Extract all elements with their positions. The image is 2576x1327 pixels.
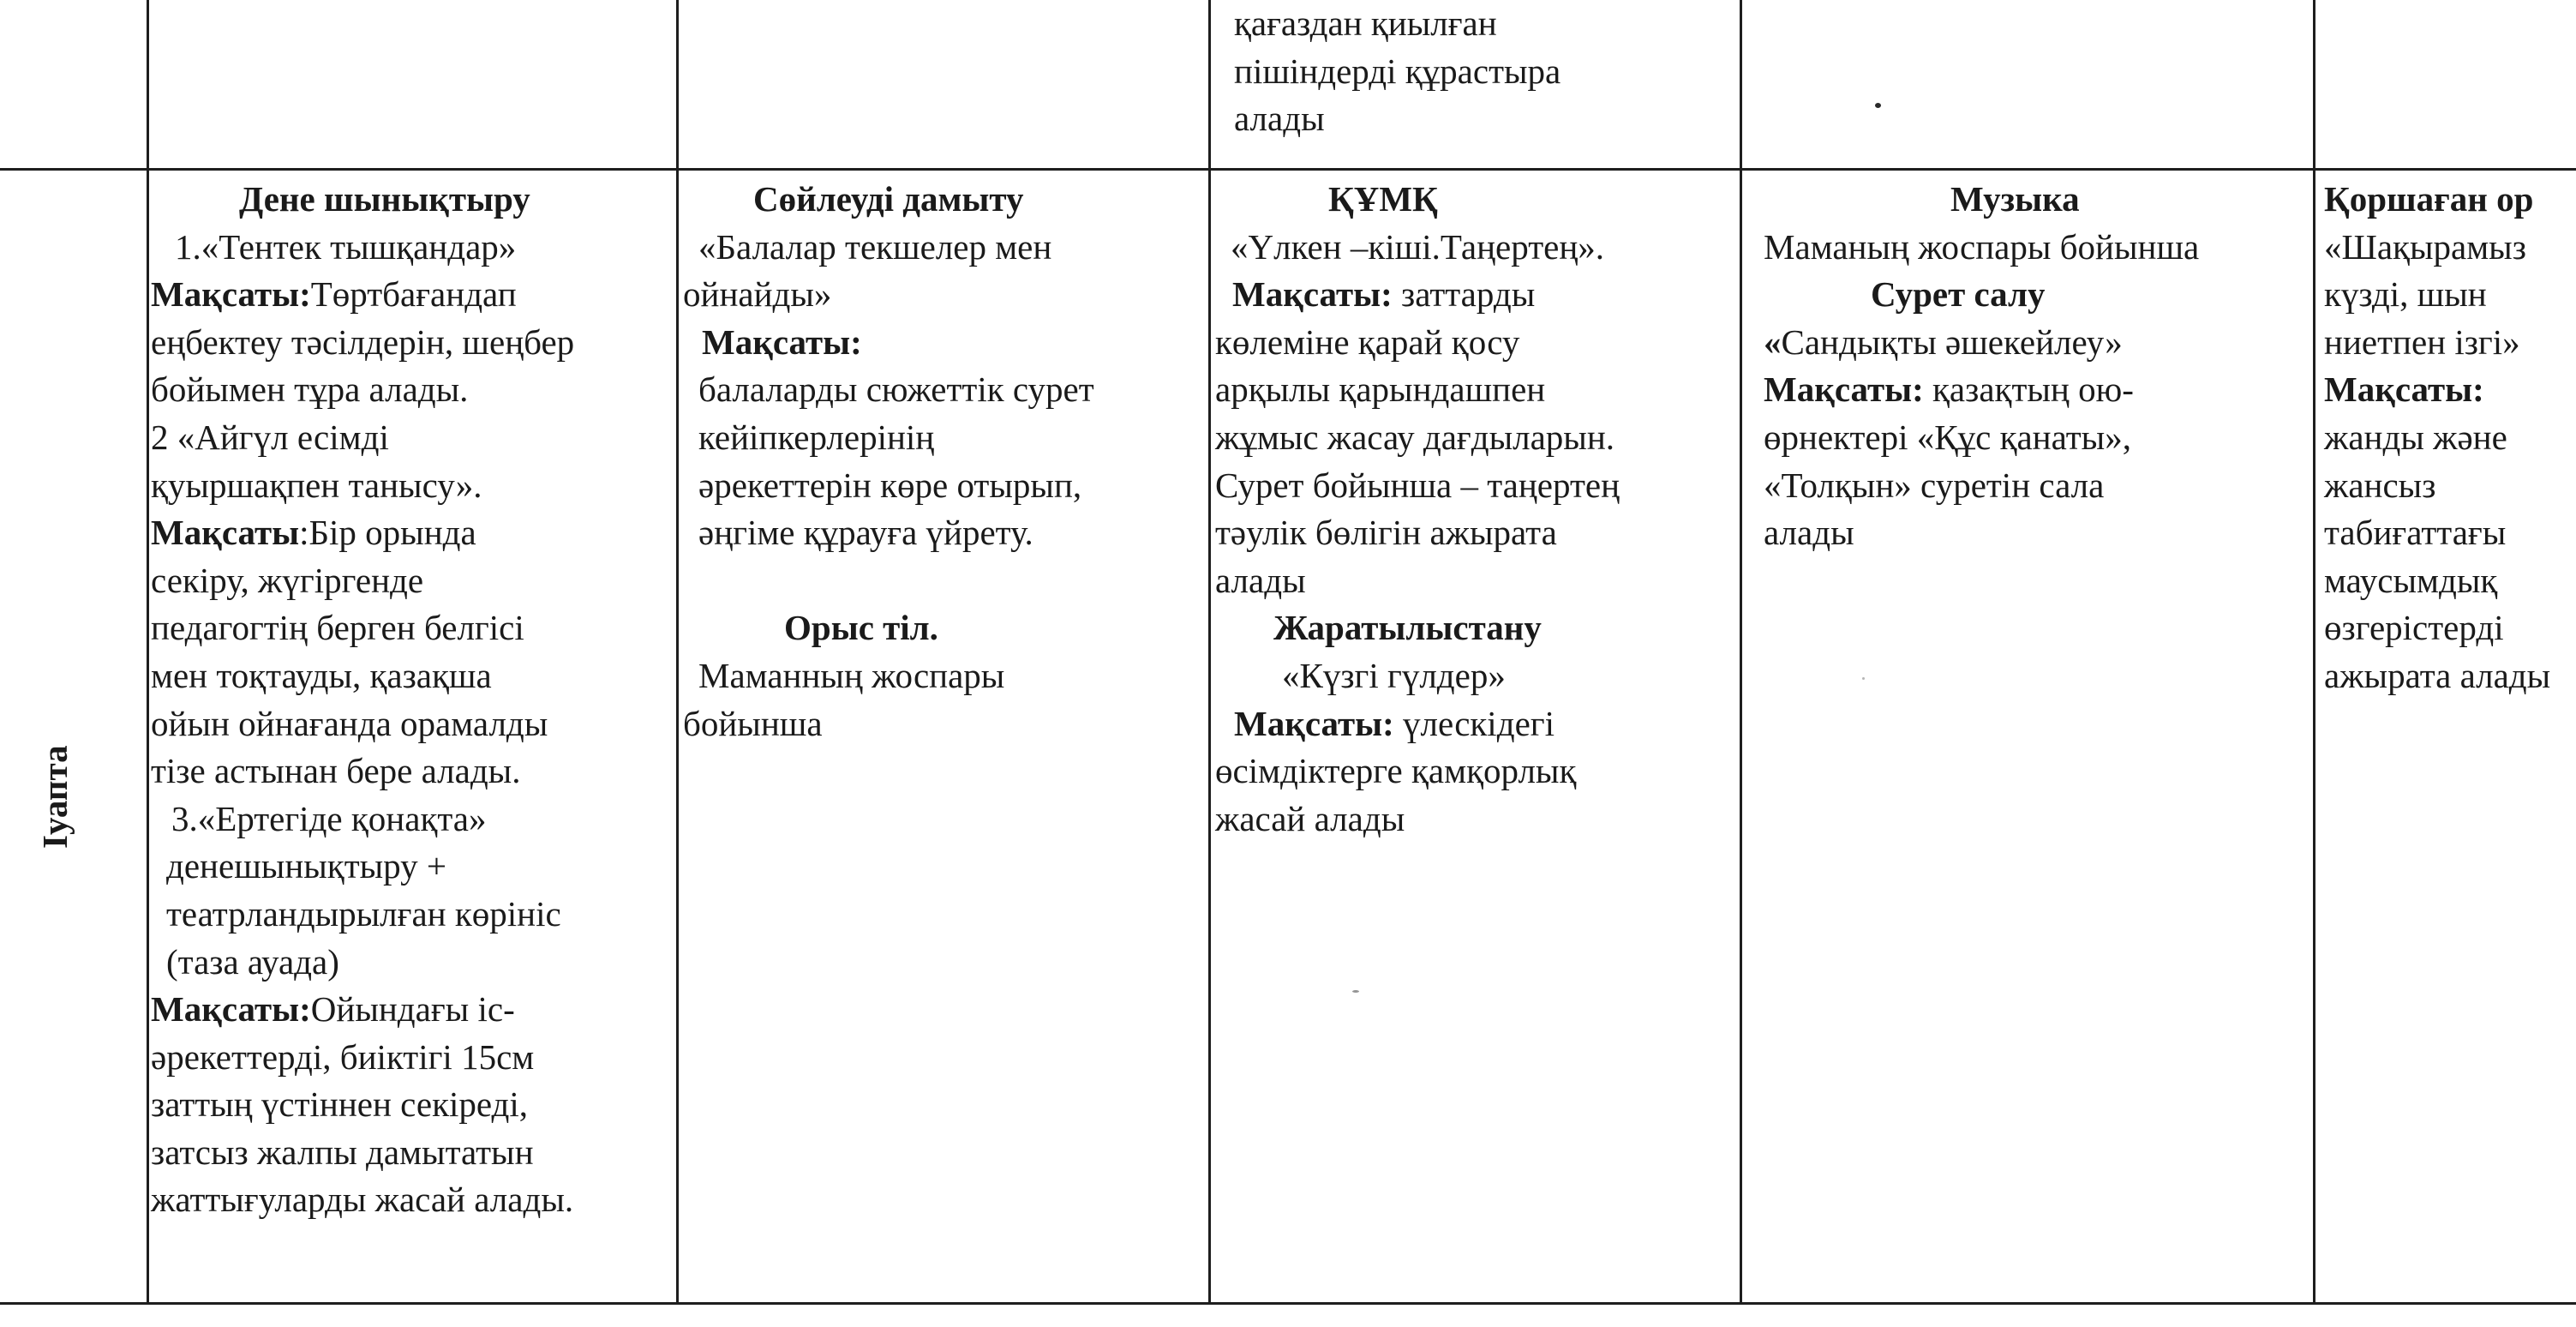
cell-line: «Шақырамыз: [2324, 226, 2526, 267]
cell-title: Орыс тіл.: [784, 608, 938, 648]
cell-line: жасай алады: [1215, 798, 1405, 838]
cell-line: заттың үстіннен секіреді,: [151, 1084, 529, 1125]
cell-line: қуыршақпен танысу».: [151, 465, 482, 505]
cell-title: Сөйлеуді дамыту: [753, 179, 1024, 219]
goal-label: Мақсаты:: [151, 989, 311, 1030]
cell-title: Қоршаған ор: [2324, 179, 2534, 219]
cell-line: күзді, шын: [2324, 274, 2487, 315]
goal-text: :Бір орында: [299, 513, 476, 553]
cell-line: «Үлкен –кіші.Таңертең».: [1231, 226, 1605, 267]
cell-line: «Балалар текшелер мен: [698, 226, 1052, 267]
scan-speck: [1352, 990, 1359, 993]
cell-speech-development: [683, 176, 1094, 748]
scan-speck: [1862, 677, 1865, 680]
cell-spacer: [683, 557, 1094, 605]
cell-line: [151, 509, 574, 557]
cell-line: [151, 271, 574, 319]
cell-title: Жаратылыстану: [1273, 608, 1542, 648]
cell-music: [1764, 176, 2199, 557]
cell-line: затсыз жалпы дамытатын: [151, 1132, 534, 1172]
cell-line: әрекеттерін көре отырып,: [698, 465, 1082, 505]
cell-line: [1764, 319, 2199, 367]
cell-line: бойымен тұра алады.: [151, 369, 469, 410]
cell-line: алады: [1764, 513, 1854, 553]
table-column-divider: [676, 0, 679, 1303]
scan-speck: [1875, 103, 1881, 108]
cell-line: 3.«Ертегіде қонақта»: [171, 798, 487, 838]
cell-line: театрландырылған көрініс: [166, 893, 561, 934]
table-column-divider: [147, 0, 149, 1303]
cell-line: [1215, 271, 1620, 319]
quote-mark: «: [1764, 321, 1782, 362]
cell-line: тәулік бөлігін ажырата: [1215, 513, 1557, 553]
cell-line: қағаздан қиылған: [1234, 3, 1497, 43]
cell-title: Сурет салу: [1871, 274, 2046, 315]
cell-line: өсімдіктерге қамқорлық: [1215, 751, 1577, 791]
cell-line: Сурет бойынша – таңертең: [1215, 465, 1620, 505]
cell-line: жанды және: [2324, 417, 2507, 457]
cell-line: еңбектеу тәсілдерін, шеңбер: [151, 321, 575, 362]
cell-line: [1764, 366, 2199, 414]
cell-line: (таза ауада): [166, 941, 339, 982]
cell-line: әңгіме құрауға үйрету.: [698, 513, 1033, 553]
goal-text: қазақтың ою-: [1923, 369, 2134, 410]
cell-environment: [2324, 176, 2550, 700]
cell-line: ажырата алады: [2324, 655, 2551, 695]
cell-line: Маманың жоспары бойынша: [1764, 226, 2200, 267]
cell-line: жансыз: [2324, 465, 2436, 505]
cell-line: өзгерістерді: [2324, 608, 2504, 648]
goal-label: Мақсаты:: [151, 274, 311, 315]
cell-line: секіру, жүгіргенде: [151, 560, 424, 600]
cell-line: ойнайды»: [683, 274, 832, 315]
cell-line: өрнектері «Құс қанаты»,: [1764, 417, 2131, 457]
cell-line: «Күзгі гүлдер»: [1282, 655, 1506, 695]
cell-physical-education: [151, 176, 574, 1224]
day-label: Iуапта: [35, 745, 75, 849]
cell-line: кейіпкерлерінің: [698, 417, 935, 457]
cell-line: жұмыс жасау дағдыларын.: [1215, 417, 1615, 457]
table-row-divider: [0, 168, 2576, 171]
cell-line: арқылы қарындашпен: [1215, 369, 1546, 410]
goal-label: Мақсаты:: [2324, 369, 2484, 410]
cell-line: табиғаттағы: [2324, 513, 2507, 553]
cell-line: пішіндерді құрастыра: [1234, 51, 1561, 91]
table-column-divider: [1208, 0, 1211, 1303]
cell-line: денешынықтыру +: [166, 846, 447, 886]
cell-line: [1215, 700, 1620, 748]
cell-line: алады: [1234, 99, 1325, 139]
cell-line: мен тоқтауды, қазақша: [151, 655, 492, 695]
cell-line: жаттығуларды жасай алады.: [151, 1180, 574, 1220]
cell-line: ниетпен ізгі»: [2324, 321, 2520, 362]
table-bottom-border: [0, 1302, 2576, 1305]
cell-line: 1.«Тентек тышқандар»: [175, 226, 517, 267]
goal-text: Ойындағы іс-: [310, 989, 515, 1030]
cell-title: ҚҰМҚ: [1328, 179, 1438, 219]
goal-text: Сандықты әшекейлеу»: [1781, 321, 2123, 362]
table-column-divider: [1740, 0, 1742, 1303]
cell-line: ойын ойнағанда орамалды: [151, 703, 548, 743]
top-row-cell-activity: [1234, 0, 1561, 143]
cell-line: балаларды сюжеттік сурет: [698, 369, 1094, 410]
goal-label: Мақсаты:: [1234, 703, 1394, 743]
cell-line: [151, 986, 574, 1034]
goal-label: Мақсаты:: [702, 321, 862, 362]
goal-text: заттарды: [1392, 274, 1536, 315]
cell-line: әрекеттерді, биіктігі 15см: [151, 1036, 535, 1077]
goal-label: Мақсаты: [151, 513, 300, 553]
goal-label: Мақсаты:: [1764, 369, 1924, 410]
cell-line: 2 «Айгүл есімді: [151, 417, 389, 457]
cell-line: Маманның жоспары: [698, 655, 1005, 695]
cell-line: көлеміне қарай қосу: [1215, 321, 1520, 362]
cell-fekm: [1215, 176, 1620, 843]
cell-line: маусымдық: [2324, 560, 2498, 600]
goal-text: Төртбағандап: [310, 274, 517, 315]
goal-text: үлескідегі: [1393, 703, 1555, 743]
cell-line: бойынша: [683, 703, 823, 743]
cell-line: педагогтің берген белгісі: [151, 608, 524, 648]
goal-label: Мақсаты:: [1232, 274, 1393, 315]
cell-line: алады: [1215, 560, 1306, 600]
cell-line: тізе астынан бере алады.: [151, 751, 521, 791]
cell-line: «Толқын» суретін сала: [1764, 465, 2105, 505]
table-column-divider: [2313, 0, 2315, 1303]
cell-title: Музыка: [1950, 179, 2080, 219]
cell-title: Дене шынықтыру: [239, 179, 530, 219]
